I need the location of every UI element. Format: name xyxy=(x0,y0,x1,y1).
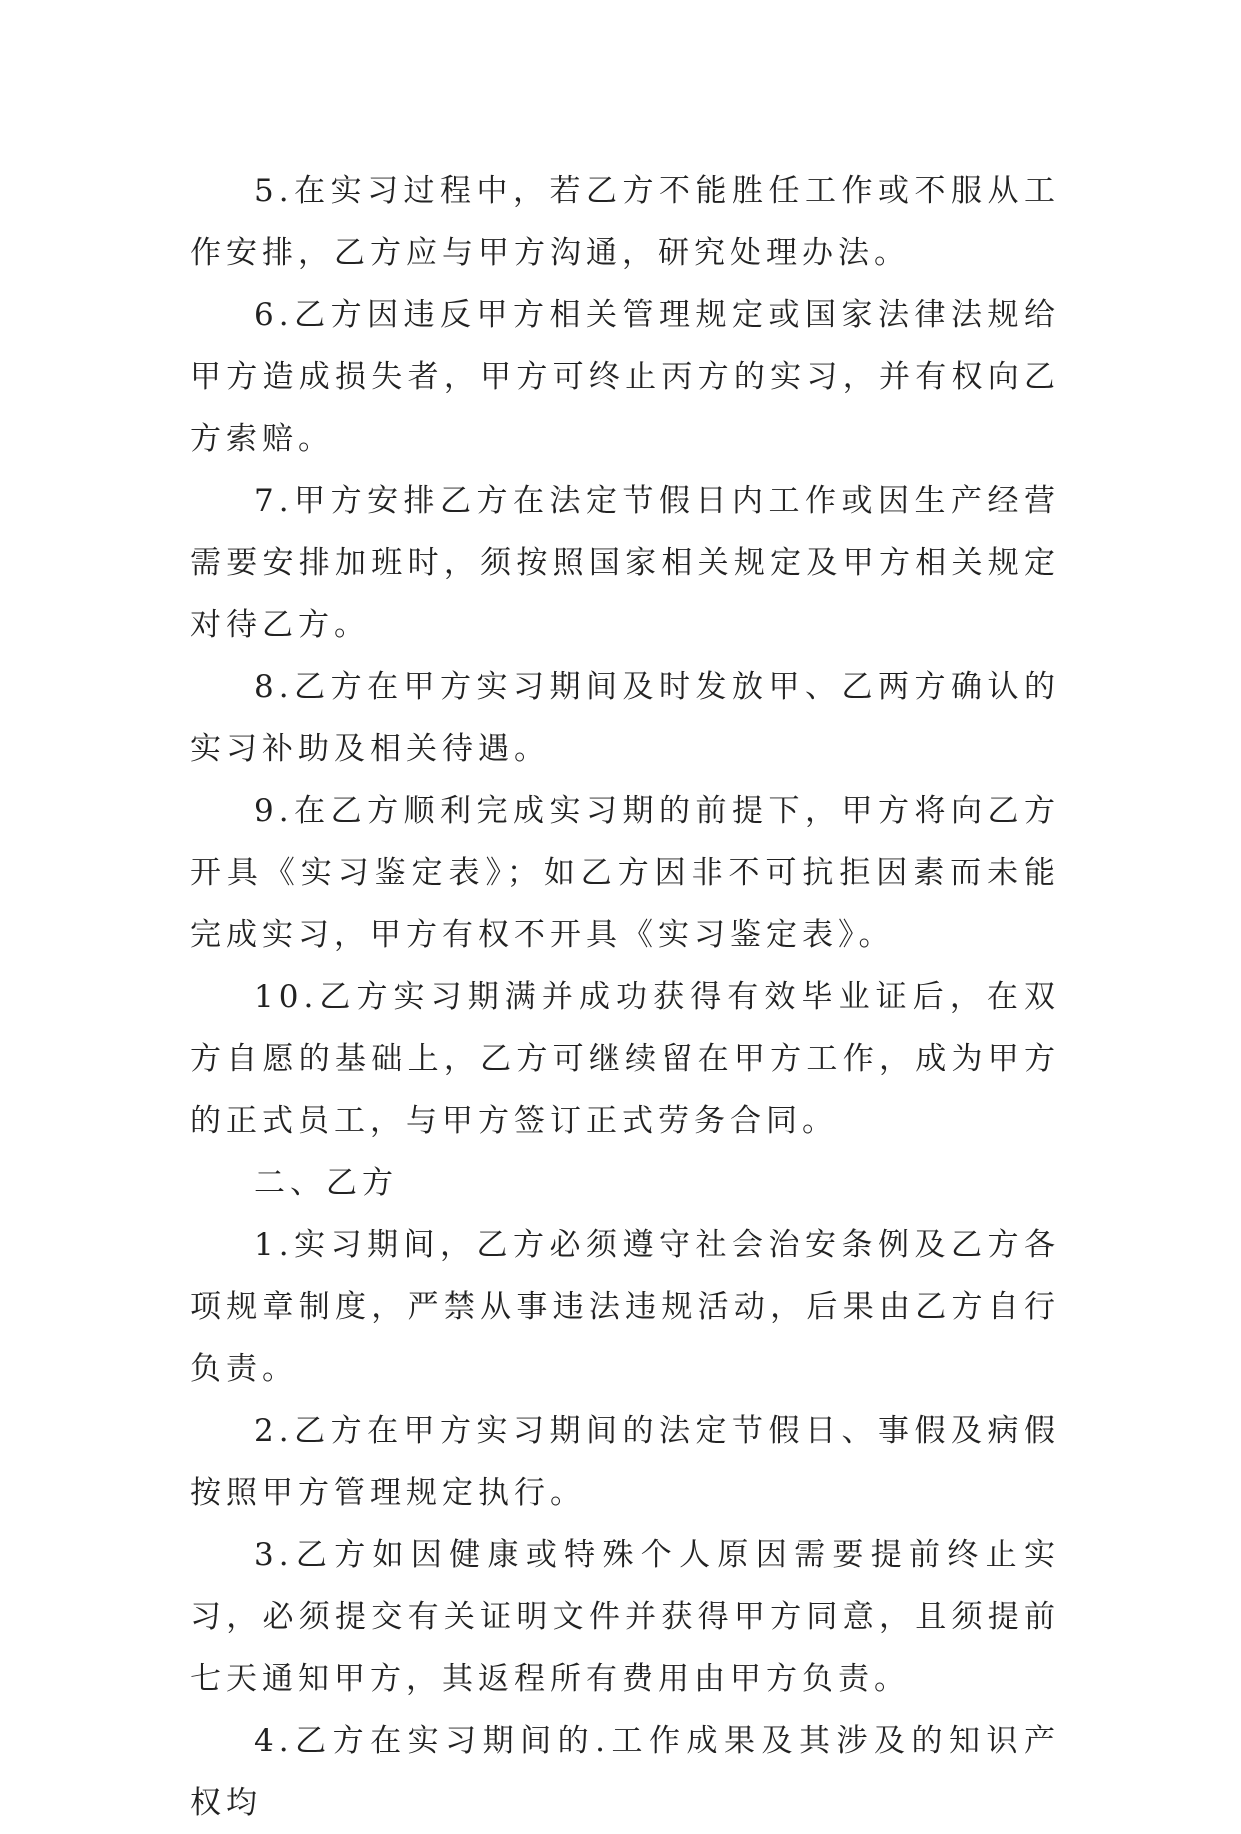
paragraph-party-b-clause-1: 1.实习期间，乙方必须遵守社会治安条例及乙方各项规章制度，严禁从事违法违规活动，后果由乙方自行负责。 xyxy=(190,1227,1060,1387)
paragraph-party-b-clause-4: 4.乙方在实习期间的.工作成果及其涉及的知识产权均 xyxy=(190,1723,1060,1821)
paragraph-party-b-clause-3: 3.乙方如因健康或特殊个人原因需要提前终止实习，必须提交有关证明文件并获得甲方同意，且须提前七天通知甲方，其返程所有费用由甲方负责。 xyxy=(190,1537,1060,1697)
section-heading-party-b: 二、乙方 xyxy=(254,1165,398,1201)
paragraph-clause-10: 10.乙方实习期满并成功获得有效毕业证后，在双方自愿的基础上，乙方可继续留在甲方工作，成为甲方的正式员工，与甲方签订正式劳务合同。 xyxy=(190,979,1060,1139)
document-body xyxy=(190,160,1060,1834)
paragraph-clause-6: 6.乙方因违反甲方相关管理规定或国家法律法规给甲方造成损失者，甲方可终止丙方的实习，并有权向乙方索赔。 xyxy=(190,297,1060,457)
paragraph-clause-5: 5.在实习过程中，若乙方不能胜任工作或不服从工作安排，乙方应与甲方沟通，研究处理办法。 xyxy=(190,173,1060,271)
paragraph-clause-9: 9.在乙方顺利完成实习期的前提下，甲方将向乙方开具《实习鉴定表》；如乙方因非不可抗拒因素而未能完成实习，甲方有权不开具《实习鉴定表》。 xyxy=(190,793,1060,953)
paragraph-clause-7: 7.甲方安排乙方在法定节假日内工作或因生产经营需要安排加班时，须按照国家相关规定及甲方相关规定对待乙方。 xyxy=(190,483,1060,643)
paragraph-party-b-clause-2: 2.乙方在甲方实习期间的法定节假日、事假及病假按照甲方管理规定执行。 xyxy=(190,1413,1060,1511)
paragraph-clause-8: 8.乙方在甲方实习期间及时发放甲、乙两方确认的实习补助及相关待遇。 xyxy=(190,669,1060,767)
